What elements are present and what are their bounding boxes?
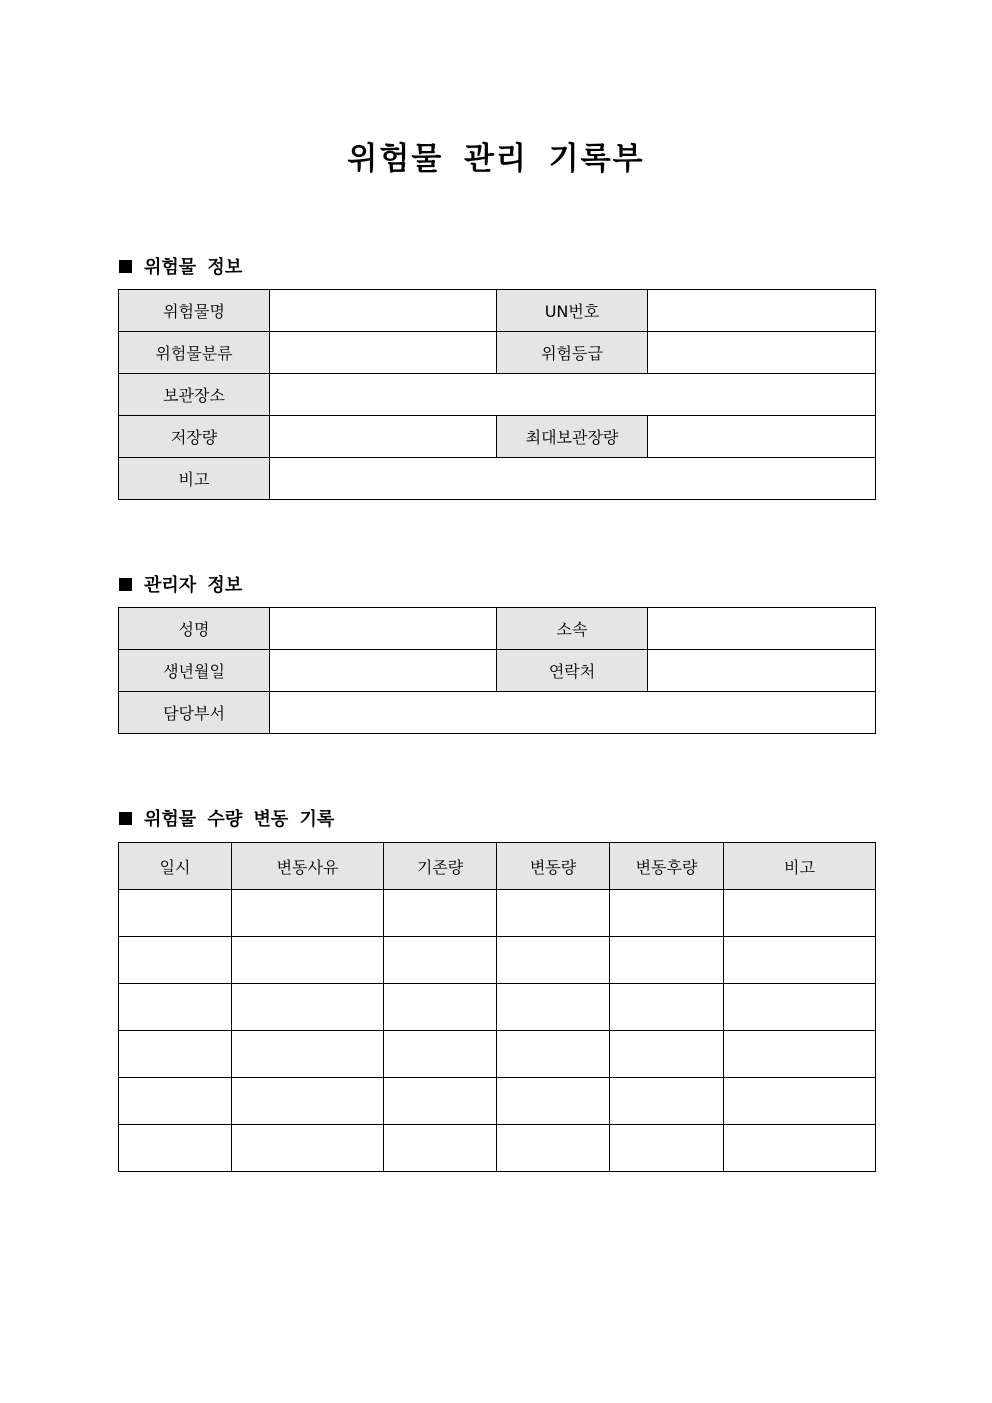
label-un-number: UN번호	[497, 290, 648, 332]
column-header-datetime: 일시	[119, 843, 232, 890]
label-contact: 연락처	[497, 650, 648, 692]
cell-change[interactable]	[497, 890, 610, 937]
affiliation-field[interactable]	[648, 608, 876, 650]
table-row	[119, 1078, 876, 1125]
cell-datetime[interactable]	[119, 937, 232, 984]
table-row	[119, 890, 876, 937]
birthdate-field[interactable]	[270, 650, 497, 692]
hazard-info-table	[118, 289, 876, 500]
cell-previous[interactable]	[384, 1031, 497, 1078]
stored-amount-field[interactable]	[270, 416, 497, 458]
cell-datetime[interactable]	[119, 1078, 232, 1125]
cell-previous[interactable]	[384, 937, 497, 984]
hazard-info-heading-text: 위험물 정보	[144, 257, 243, 278]
label-birthdate: 생년월일	[119, 650, 270, 692]
cell-previous[interactable]	[384, 984, 497, 1031]
cell-previous[interactable]	[384, 1078, 497, 1125]
cell-after[interactable]	[610, 984, 724, 1031]
cell-reason[interactable]	[232, 937, 384, 984]
manager-name-field[interactable]	[270, 608, 497, 650]
square-bullet-icon	[119, 812, 132, 825]
column-header-change: 변동량	[497, 843, 610, 890]
cell-change[interactable]	[497, 984, 610, 1031]
cell-after[interactable]	[610, 937, 724, 984]
column-header-remarks: 비고	[724, 843, 876, 890]
column-header-after: 변동후량	[610, 843, 724, 890]
cell-reason[interactable]	[232, 1031, 384, 1078]
changes-table	[118, 842, 876, 1172]
column-header-reason: 변동사유	[232, 843, 384, 890]
contact-field[interactable]	[648, 650, 876, 692]
cell-reason[interactable]	[232, 984, 384, 1031]
hazard-class-field[interactable]	[270, 332, 497, 374]
hazard-grade-field[interactable]	[648, 332, 876, 374]
label-hazard-remarks: 비고	[119, 458, 270, 500]
cell-after[interactable]	[610, 890, 724, 937]
table-row	[119, 937, 876, 984]
table-row	[119, 1125, 876, 1172]
cell-datetime[interactable]	[119, 890, 232, 937]
department-field[interactable]	[270, 692, 876, 734]
changes-heading-text: 위험물 수량 변동 기록	[144, 809, 335, 830]
cell-change[interactable]	[497, 937, 610, 984]
cell-reason[interactable]	[232, 1078, 384, 1125]
hazard-name-field[interactable]	[270, 290, 497, 332]
cell-after[interactable]	[610, 1125, 724, 1172]
cell-remarks[interactable]	[724, 1078, 876, 1125]
label-manager-name: 성명	[119, 608, 270, 650]
cell-remarks[interactable]	[724, 1125, 876, 1172]
square-bullet-icon	[119, 260, 132, 273]
hazard-info-heading	[119, 253, 242, 279]
cell-reason[interactable]	[232, 1125, 384, 1172]
label-affiliation: 소속	[497, 608, 648, 650]
page-title: 위험물 관리 기록부	[347, 141, 645, 177]
hazard-remarks-field[interactable]	[270, 458, 876, 500]
changes-heading	[119, 805, 334, 831]
label-max-storage: 최대보관장량	[497, 416, 648, 458]
label-storage-location: 보관장소	[119, 374, 270, 416]
manager-info-table	[118, 607, 876, 734]
cell-remarks[interactable]	[724, 984, 876, 1031]
cell-datetime[interactable]	[119, 1125, 232, 1172]
table-row	[119, 984, 876, 1031]
label-hazard-name: 위험물명	[119, 290, 270, 332]
cell-after[interactable]	[610, 1031, 724, 1078]
cell-remarks[interactable]	[724, 937, 876, 984]
cell-remarks[interactable]	[724, 890, 876, 937]
un-number-field[interactable]	[648, 290, 876, 332]
cell-previous[interactable]	[384, 890, 497, 937]
label-department: 담당부서	[119, 692, 270, 734]
cell-datetime[interactable]	[119, 984, 232, 1031]
cell-remarks[interactable]	[724, 1031, 876, 1078]
manager-info-heading-text: 관리자 정보	[144, 575, 243, 596]
column-header-previous: 기존량	[384, 843, 497, 890]
cell-previous[interactable]	[384, 1125, 497, 1172]
cell-datetime[interactable]	[119, 1031, 232, 1078]
label-hazard-class: 위험물분류	[119, 332, 270, 374]
cell-after[interactable]	[610, 1078, 724, 1125]
square-bullet-icon	[119, 578, 132, 591]
cell-change[interactable]	[497, 1125, 610, 1172]
cell-change[interactable]	[497, 1078, 610, 1125]
table-row	[119, 1031, 876, 1078]
label-stored-amount: 저장량	[119, 416, 270, 458]
cell-reason[interactable]	[232, 890, 384, 937]
manager-info-heading	[119, 571, 242, 597]
changes-header-row	[119, 843, 876, 890]
cell-change[interactable]	[497, 1031, 610, 1078]
storage-location-field[interactable]	[270, 374, 876, 416]
max-storage-field[interactable]	[648, 416, 876, 458]
label-hazard-grade: 위험등급	[497, 332, 648, 374]
